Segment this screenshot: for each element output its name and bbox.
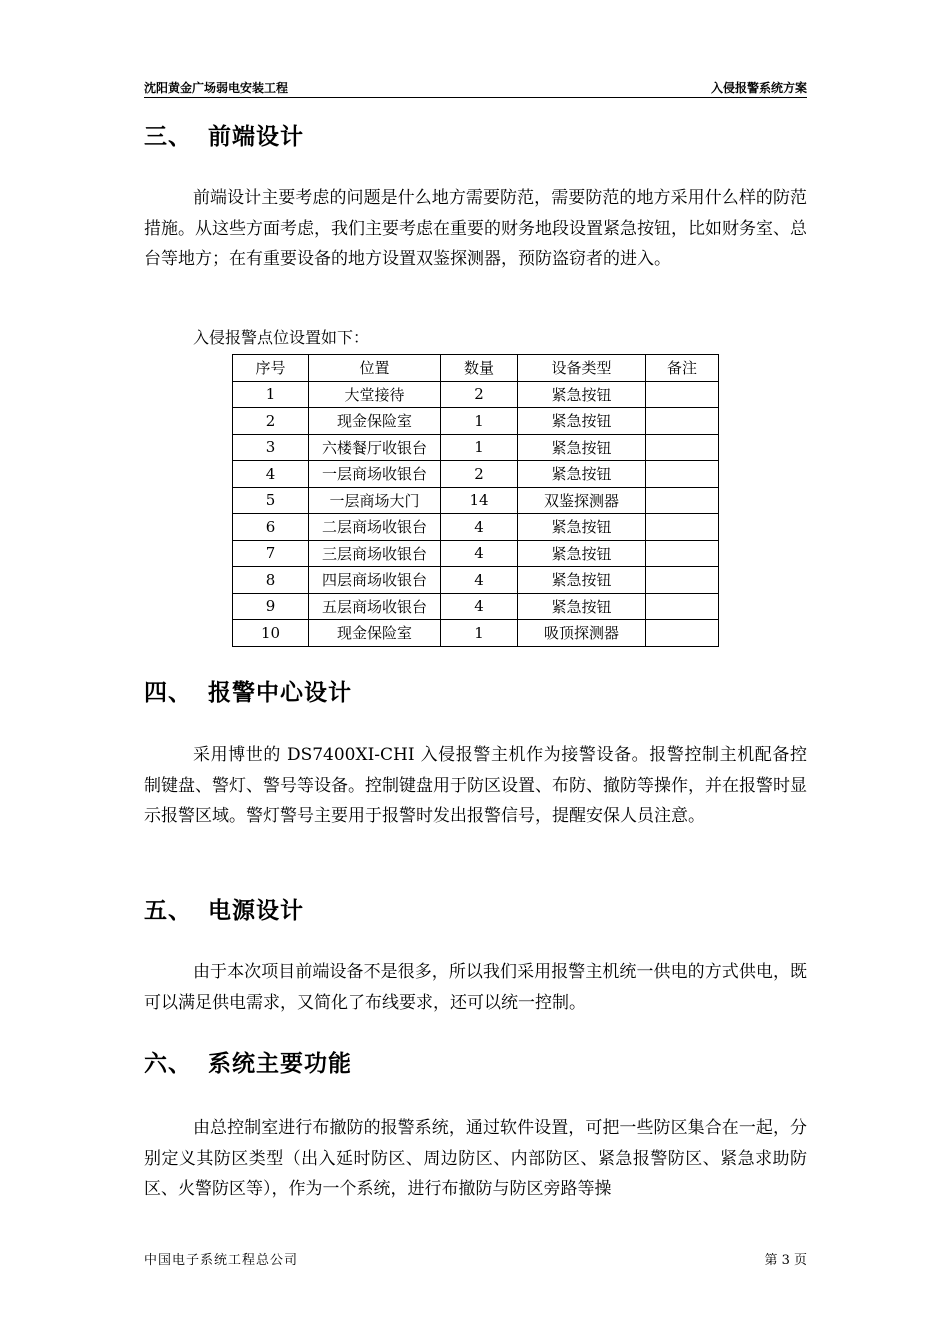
cell-remarks [646, 567, 719, 594]
section-body-frontend: 前端设计主要考虑的问题是什么地方需要防范，需要防范的地方采用什么样的防范措施。从这些方面考虑，我们主要考虑在重要的财务地段设置紧急按钮，比如财务室、总台等地方；在有重要设备的地方设置双鉴探测器，预防盗窃者的进入。 [144, 188, 807, 269]
section-title: 电源设计 [208, 898, 304, 924]
page-header [144, 79, 807, 97]
cell-device-type: 紧急按钮 [518, 461, 646, 488]
column-header-location: 位置 [309, 355, 441, 382]
cell-quantity: 4 [441, 593, 518, 620]
cell-quantity: 2 [441, 461, 518, 488]
section-heading-power [144, 892, 304, 925]
cell-quantity: 4 [441, 567, 518, 594]
cell-remarks [646, 487, 719, 514]
section-number: 四、 [144, 680, 192, 706]
table-row [233, 434, 719, 461]
section-title: 报警中心设计 [208, 680, 352, 706]
table-row [233, 487, 719, 514]
section-heading-functions [144, 1045, 352, 1078]
cell-quantity: 1 [441, 408, 518, 435]
table-caption: 入侵报警点位设置如下： [193, 328, 370, 347]
header-divider [144, 97, 807, 98]
section-body-functions: 由总控制室进行布撤防的报警系统，通过软件设置，可把一些防区集合在一起，分别定义其防区类型（出入延时防区、周边防区、内部防区、紧急报警防区、紧急求助防区、火警防区等），作为一个系统，进行布撤防与防区旁路等操 [144, 1118, 807, 1199]
section-body-alarm-center: 采用博世的 DS7400XI-CHI 入侵报警主机作为接警设备。报警控制主机配备控制键盘、警灯、警号等设备。控制键盘用于防区设置、布防、撤防等操作，并在报警时显示报警区域。警灯警号主要用于报警时发出报警信号，提醒安保人员注意。 [144, 745, 807, 826]
cell-index: 7 [233, 540, 309, 567]
section-heading-frontend [144, 118, 304, 151]
header-project-title: 沈阳黄金广场弱电安装工程 [144, 81, 289, 95]
footer-page-number: 第 3 页 [764, 1253, 807, 1268]
column-header-remarks: 备注 [646, 355, 719, 382]
section-title: 前端设计 [208, 124, 304, 150]
cell-location: 四层商场收银台 [309, 567, 441, 594]
cell-quantity: 14 [441, 487, 518, 514]
cell-device-type: 紧急按钮 [518, 434, 646, 461]
section-body-power: 由于本次项目前端设备不是很多，所以我们采用报警主机统一供电的方式供电，既可以满足供电需求，又简化了布线要求，还可以统一控制。 [144, 962, 807, 1013]
cell-index: 6 [233, 514, 309, 541]
cell-location: 一层商场大门 [309, 487, 441, 514]
cell-index: 10 [233, 620, 309, 647]
cell-index: 3 [233, 434, 309, 461]
cell-index: 4 [233, 461, 309, 488]
cell-index: 5 [233, 487, 309, 514]
cell-device-type: 吸顶探测器 [518, 620, 646, 647]
cell-quantity: 1 [441, 620, 518, 647]
cell-quantity: 1 [441, 434, 518, 461]
cell-remarks [646, 620, 719, 647]
section-number: 六、 [144, 1051, 192, 1077]
cell-device-type: 紧急按钮 [518, 593, 646, 620]
alarm-points-table [232, 354, 719, 647]
section-number: 五、 [144, 898, 192, 924]
table-row [233, 620, 719, 647]
table-header-row [233, 355, 719, 382]
cell-remarks [646, 408, 719, 435]
section-number: 三、 [144, 124, 192, 150]
table-row [233, 408, 719, 435]
section-title: 系统主要功能 [208, 1051, 352, 1077]
table-row [233, 381, 719, 408]
footer-company: 中国电子系统工程总公司 [144, 1253, 299, 1268]
cell-location: 一层商场收银台 [309, 461, 441, 488]
table-row [233, 567, 719, 594]
cell-remarks [646, 434, 719, 461]
cell-location: 大堂接待 [309, 381, 441, 408]
cell-remarks [646, 514, 719, 541]
cell-remarks [646, 461, 719, 488]
cell-location: 现金保险室 [309, 620, 441, 647]
table-row [233, 593, 719, 620]
header-document-title: 入侵报警系统方案 [710, 81, 807, 95]
column-header-quantity: 数量 [441, 355, 518, 382]
cell-quantity: 2 [441, 381, 518, 408]
cell-location: 五层商场收银台 [309, 593, 441, 620]
table-row [233, 540, 719, 567]
section-heading-alarm-center [144, 674, 352, 707]
cell-location: 三层商场收银台 [309, 540, 441, 567]
table-row [233, 514, 719, 541]
cell-index: 9 [233, 593, 309, 620]
cell-location: 现金保险室 [309, 408, 441, 435]
table-row [233, 461, 719, 488]
cell-index: 8 [233, 567, 309, 594]
cell-quantity: 4 [441, 514, 518, 541]
column-header-index: 序号 [233, 355, 309, 382]
cell-index: 2 [233, 408, 309, 435]
cell-device-type: 紧急按钮 [518, 408, 646, 435]
cell-location: 二层商场收银台 [309, 514, 441, 541]
cell-remarks [646, 381, 719, 408]
cell-device-type: 紧急按钮 [518, 381, 646, 408]
cell-device-type: 紧急按钮 [518, 540, 646, 567]
cell-remarks [646, 540, 719, 567]
cell-quantity: 4 [441, 540, 518, 567]
cell-device-type: 紧急按钮 [518, 567, 646, 594]
cell-device-type: 双鉴探测器 [518, 487, 646, 514]
column-header-device-type: 设备类型 [518, 355, 646, 382]
cell-device-type: 紧急按钮 [518, 514, 646, 541]
cell-location: 六楼餐厅收银台 [309, 434, 441, 461]
cell-index: 1 [233, 381, 309, 408]
cell-remarks [646, 593, 719, 620]
